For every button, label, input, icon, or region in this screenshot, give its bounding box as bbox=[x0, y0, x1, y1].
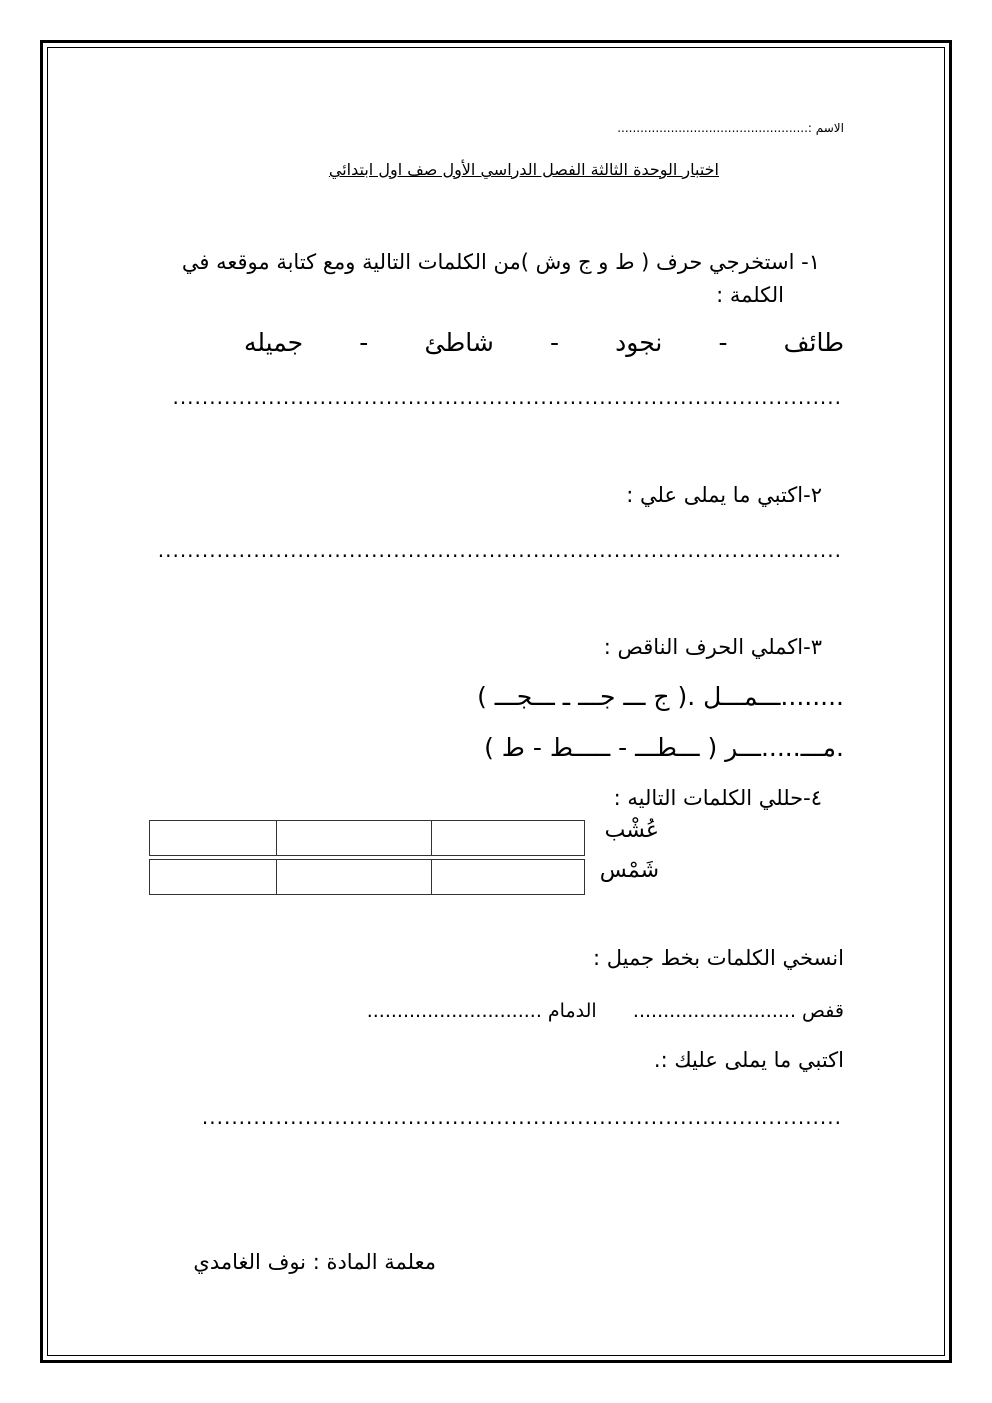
q3-line-2[interactable]: .مـــ.....ـــر ( ـــطـــ - ـــــط - ط ) bbox=[484, 733, 844, 762]
separator: - bbox=[718, 328, 728, 357]
table-cell[interactable] bbox=[277, 860, 432, 895]
teacher-name: معلمة المادة : نوف الغامدي bbox=[193, 1250, 436, 1274]
table-cell[interactable] bbox=[150, 860, 277, 895]
q1-text: ١- استخرجي حرف ( ط و ج وش )من الكلمات التالية ومع كتابة موقعه في bbox=[181, 250, 820, 274]
separator: - bbox=[359, 328, 369, 357]
page-title: اختبار الوحدة الثالثة الفصل الدراسي الأول صف اول ابتدائي bbox=[328, 160, 719, 179]
word: شاطئ bbox=[424, 328, 494, 357]
q5-copy-line[interactable]: قفص ........................... الدمام ............................. bbox=[366, 1000, 844, 1022]
analysis-table-2 bbox=[149, 859, 585, 895]
word: نجود bbox=[615, 328, 663, 357]
q4-text: ٤-حللي الكلمات التاليه : bbox=[613, 786, 822, 810]
q6-text: اكتبي ما يملى عليك :. bbox=[653, 1048, 844, 1072]
q5-text: انسخي الكلمات بخط جميل : bbox=[592, 946, 844, 970]
q2-answer-line[interactable]: ............................................................................................. bbox=[157, 538, 842, 562]
q4-word-2: شَمْس bbox=[599, 858, 659, 883]
q1-words bbox=[244, 328, 844, 357]
word: جميله bbox=[244, 328, 304, 357]
q6-answer-line[interactable]: ....................................................................................... bbox=[201, 1105, 842, 1129]
name-field[interactable]: الاسم :.................................................. bbox=[617, 121, 844, 135]
table-cell[interactable] bbox=[432, 860, 585, 895]
table-cell[interactable] bbox=[432, 821, 585, 856]
q3-line-1[interactable]: ........ـــمـــل .( ج ـــ جـــ ـ ـــجـــ ) bbox=[477, 682, 844, 711]
analysis-table-1 bbox=[149, 820, 585, 856]
word: طائف bbox=[783, 328, 844, 357]
q3-text: ٣-اكملي الحرف الناقص : bbox=[603, 635, 822, 659]
table-cell[interactable] bbox=[277, 821, 432, 856]
q1-text-2: الكلمة : bbox=[716, 283, 784, 307]
q4-word-1: عُشْب bbox=[604, 818, 659, 843]
q1-answer-line[interactable]: ........................................................................................... bbox=[172, 385, 842, 409]
separator: - bbox=[549, 328, 559, 357]
table-cell[interactable] bbox=[150, 821, 277, 856]
q2-text: ٢-اكتبي ما يملى علي : bbox=[626, 483, 822, 507]
